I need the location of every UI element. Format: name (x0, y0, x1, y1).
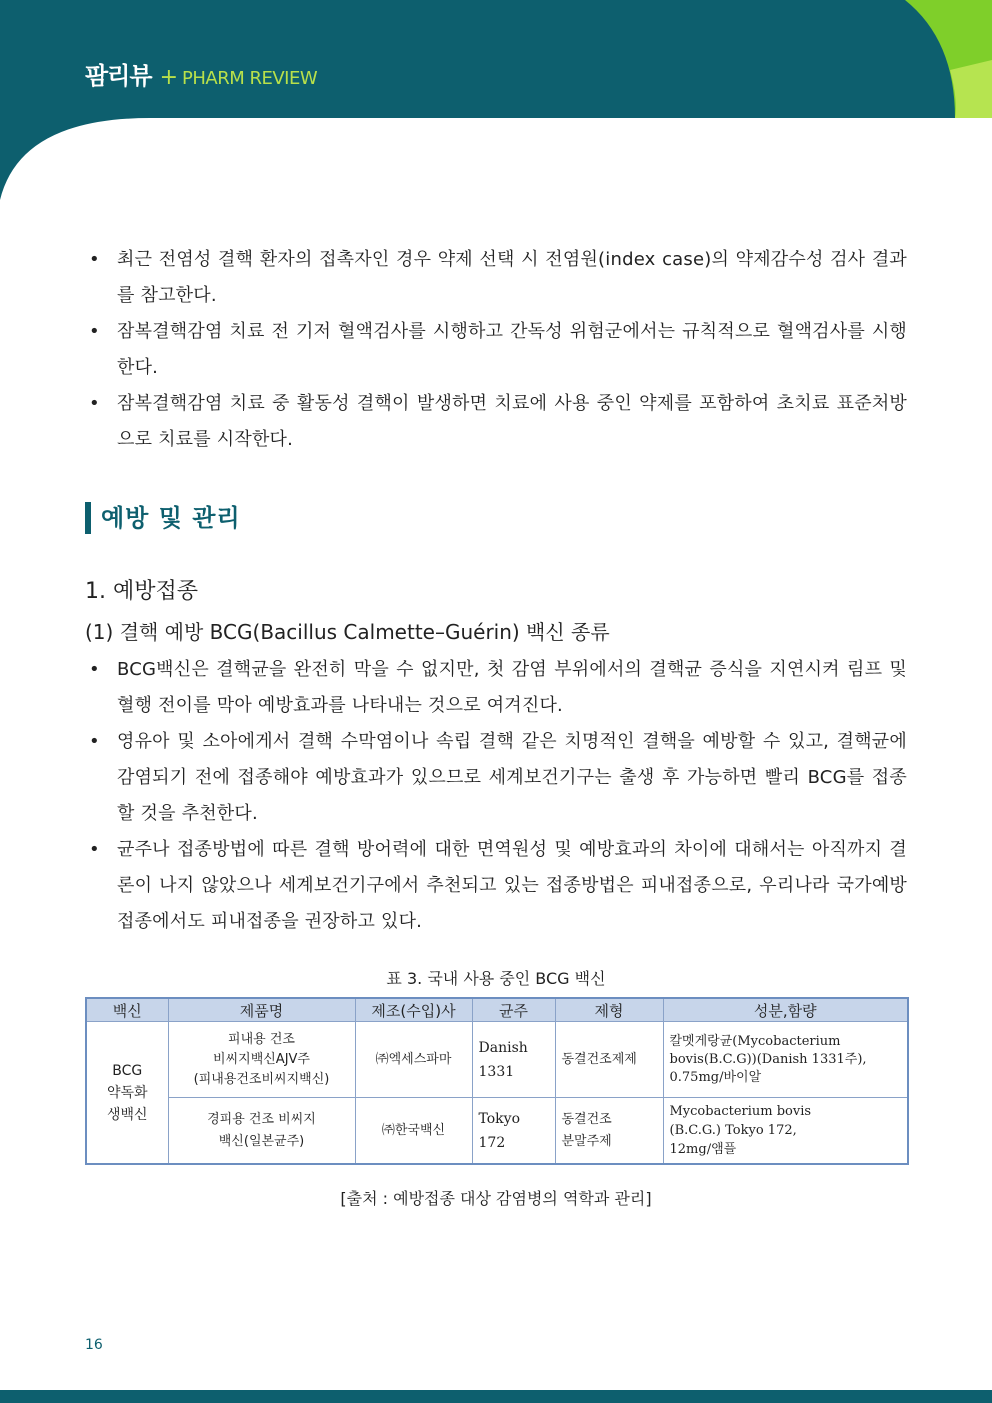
col-header: 제품명 (168, 998, 355, 1022)
ingredient-cell (663, 1098, 908, 1165)
product-cell (168, 1022, 355, 1098)
cell-line: Danish (478, 1039, 528, 1056)
brand-sub: PHARM REVIEW (182, 68, 318, 89)
cell-line: 동결건조 (561, 1111, 612, 1127)
list-item: • BCG백신은 결핵균을 완전히 막을 수 없지만, 첫 감염 부위에서의 결핵균 증식을 지연시켜 림프 및 혈행 전이를 막아 예방효과를 나타내는 것으로 여겨진다. (85, 652, 907, 724)
heading-vaccination: 1. 예방접종 (85, 579, 198, 604)
table-row (86, 1098, 908, 1165)
cell-line: bovis(B.C.G))(Danish 1331주), (669, 1051, 867, 1067)
cell-line: 생백신 (106, 1106, 148, 1123)
cell-line: 분말주제 (561, 1133, 612, 1149)
form-cell (555, 1022, 663, 1098)
section-title: 예방 및 관리 (85, 502, 241, 534)
maker-cell: ㈜한국백신 (355, 1098, 472, 1165)
maker-cell: ㈜엑세스파마 (355, 1022, 472, 1098)
vaccine-type-cell (86, 1022, 168, 1165)
intro-bullet-list (85, 242, 907, 458)
cell-line: (피내용건조비씨지백신) (193, 1071, 330, 1087)
form-cell (555, 1098, 663, 1165)
strain-cell (472, 1098, 555, 1165)
list-item: • 잠복결핵감염 치료 중 활동성 결핵이 발생하면 치료에 사용 중인 약제를 포함하여 초치료 표준처방으로 치료를 시작한다. (85, 386, 907, 458)
table-caption: 표 3. 국내 사용 중인 BCG 백신 (386, 969, 606, 988)
table-row (86, 1022, 908, 1098)
cell-line: 12mg/앰플 (669, 1142, 737, 1157)
list-item: • 최근 전염성 결핵 환자의 접촉자인 경우 약제 선택 시 전염원(index case)의 약제감수성 검사 결과를 참고한다. (85, 242, 907, 314)
brand-plus: + (159, 65, 178, 90)
cell-line: BCG (112, 1062, 143, 1079)
list-item: • 영유아 및 소아에게서 결핵 수막염이나 속립 결핵 같은 치명적인 결핵을 예방할 수 있고, 결핵균에 감염되기 전에 접종해야 예방효과가 있으므로 세계보건기구는 출생 후 가능하면 빨리 BCG를 접종할 것을 추천한다. (85, 724, 907, 832)
cell-line: 약독화 (106, 1084, 148, 1101)
source-note: [출처 : 예방접종 대상 감염병의 역학과 관리] (340, 1189, 652, 1208)
brand-logo (85, 56, 317, 91)
cell-line: Tokyo (478, 1110, 521, 1127)
product-cell (168, 1098, 355, 1165)
header-band (0, 0, 992, 230)
cell-line: 백신(일본균주) (218, 1133, 305, 1149)
strain-cell (472, 1022, 555, 1098)
cell-line: 0.75mg/바이알 (669, 1069, 762, 1085)
footer-bar (0, 1390, 992, 1403)
cell-line: 칼멧게랑균(Mycobacterium (669, 1033, 841, 1049)
list-item: • 균주나 접종방법에 따른 결핵 방어력에 대한 면역원성 및 예방효과의 차이에 대해서는 아직까지 결론이 나지 않았으나 세계보건기구에서 추천되고 있는 접종방법은 피내접종으로, 우리나라 국가예방접종에서도 피내접종을 권장하고 있다. (85, 832, 907, 940)
col-header: 균주 (472, 998, 555, 1022)
ingredient-cell (663, 1022, 908, 1098)
heading-bcg-types: (1) 결핵 예방 BCG(Bacillus Calmette–Guérin) 백신 종류 (85, 620, 610, 644)
list-item: • 잠복결핵감염 치료 전 기저 혈액검사를 시행하고 간독성 위험군에서는 규칙적으로 혈액검사를 시행한다. (85, 314, 907, 386)
page-number: 16 (85, 1337, 103, 1353)
col-header: 제조(수입)사 (355, 998, 472, 1022)
cell-line: Mycobacterium bovis (669, 1104, 812, 1119)
cell-line: 피내용 건조 (228, 1031, 295, 1047)
col-header: 백신 (86, 998, 168, 1022)
col-header: 성분,함량 (663, 998, 908, 1022)
cell-line: 경피용 건조 비씨지 (207, 1111, 316, 1127)
vaccine-bullet-list (85, 652, 907, 940)
cell-line: 동결건조제제 (561, 1051, 637, 1067)
cell-line: 1331 (478, 1063, 515, 1080)
table-header-row (86, 998, 908, 1022)
cell-line: (B.C.G.) Tokyo 172, (669, 1123, 797, 1138)
cell-line: 비씨지백신AJV주 (213, 1051, 310, 1067)
brand-main: 팜리뷰 (85, 62, 152, 90)
bcg-vaccine-table (85, 997, 909, 1165)
cell-line: 172 (478, 1134, 506, 1151)
col-header: 제형 (555, 998, 663, 1022)
